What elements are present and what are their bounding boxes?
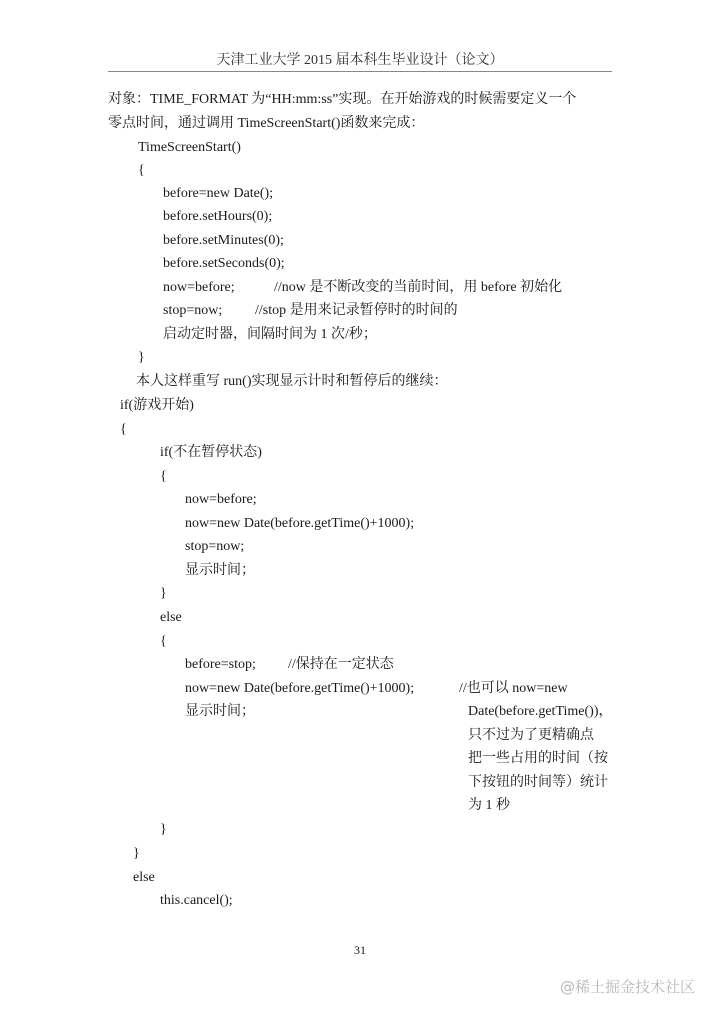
watermark: @稀土掘金技术社区 bbox=[560, 978, 696, 996]
code-comment: 把一些占用的时间（按 bbox=[468, 751, 608, 766]
code-line: } bbox=[133, 846, 140, 861]
code-line: 显示时间； bbox=[185, 563, 255, 578]
code-line: } bbox=[160, 586, 167, 601]
code-line: this.cancel(); bbox=[160, 893, 233, 908]
code-line: now=new Date(before.getTime()+1000); bbox=[185, 516, 415, 531]
code-line: stop=now; bbox=[185, 539, 245, 554]
code-line: now=before; bbox=[185, 492, 257, 507]
paragraph-line: 本人这样重写 run()实现显示计时和暂停后的继续： bbox=[136, 374, 448, 389]
paragraph-line: 零点时间，通过调用 TimeScreenStart()函数来完成： bbox=[108, 116, 425, 131]
code-line: { bbox=[120, 422, 127, 437]
page-header: 天津工业大学 2015 届本科生毕业设计（论文） bbox=[216, 53, 504, 68]
code-line: before=stop; bbox=[185, 657, 256, 672]
code-line: now=before; bbox=[163, 280, 235, 295]
code-line: TimeScreenStart() bbox=[138, 140, 241, 155]
code-line: if(游戏开始) bbox=[120, 398, 194, 413]
page-number: 31 bbox=[354, 943, 366, 957]
code-comment: 下按钮的时间等）统计 bbox=[468, 775, 608, 790]
code-line: before.setMinutes(0); bbox=[163, 233, 284, 248]
code-line: before=new Date(); bbox=[163, 186, 274, 201]
code-line: } bbox=[138, 350, 145, 365]
code-comment: //保持在一定状态 bbox=[288, 657, 394, 672]
code-line: before.setHours(0); bbox=[163, 209, 273, 224]
code-line: { bbox=[160, 469, 167, 484]
code-comment: Date(before.getTime())， bbox=[468, 704, 613, 719]
code-comment: //也可以 now=new bbox=[459, 681, 568, 696]
header-rule bbox=[108, 71, 612, 72]
code-line: 显示时间； bbox=[185, 704, 255, 719]
code-comment: //now 是不断改变的当前时间，用 before 初始化 bbox=[274, 280, 563, 295]
code-line: else bbox=[133, 870, 155, 885]
code-line: 启动定时器，间隔时间为 1 次/秒； bbox=[163, 327, 377, 342]
code-line: before.setSeconds(0); bbox=[163, 256, 285, 271]
paragraph-line: 对象：TIME_FORMAT 为“HH:mm:ss”实现。在开始游戏的时候需要定义一个 bbox=[108, 92, 577, 107]
code-line: { bbox=[160, 634, 167, 649]
code-line: stop=now; bbox=[163, 303, 223, 318]
code-line: now=new Date(before.getTime()+1000); bbox=[185, 681, 415, 696]
code-comment: 为 1 秒 bbox=[468, 798, 510, 813]
code-comment: //stop 是用来记录暂停时的时间的 bbox=[255, 303, 458, 318]
code-line: else bbox=[160, 610, 182, 625]
code-line: } bbox=[160, 822, 167, 837]
code-line: { bbox=[138, 163, 145, 178]
code-line: if(不在暂停状态) bbox=[160, 445, 262, 460]
code-comment: 只不过为了更精确点 bbox=[468, 728, 594, 743]
